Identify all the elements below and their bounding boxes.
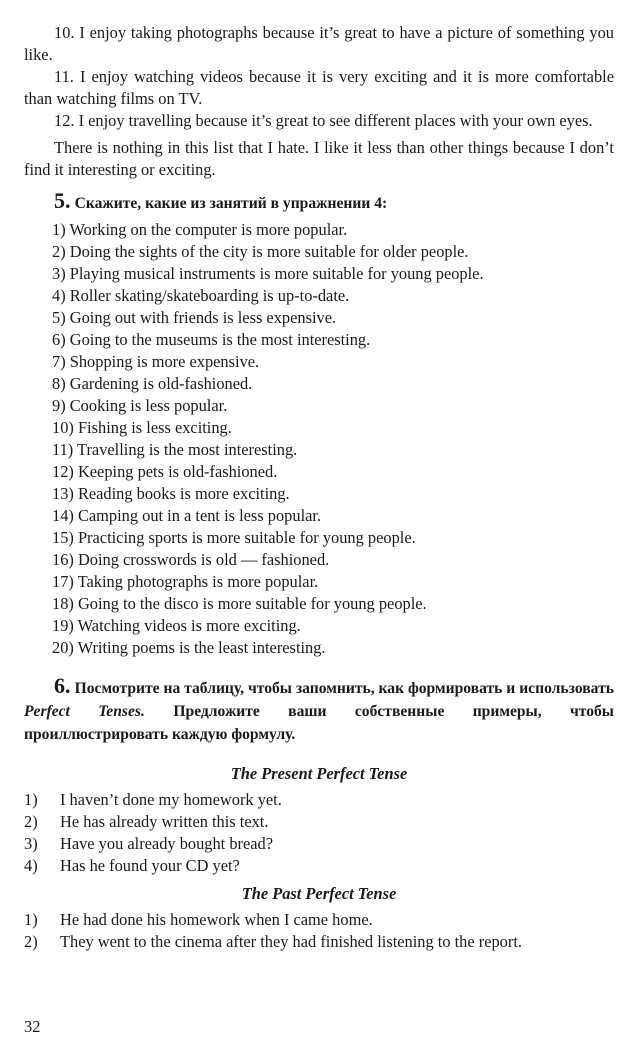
list-item <box>24 833 614 855</box>
list-item: 15) Practicing sports is more suitable for young people. <box>52 528 416 547</box>
exercise-5-instruction: Скажите, какие из занятий в упражнении 4: <box>74 195 388 212</box>
list-item <box>24 855 614 877</box>
list-item <box>24 789 614 811</box>
intro-item: 11. I enjoy watching videos because it is very exciting and it is more comfortable than watching films on TV. <box>24 67 614 108</box>
item-text: He had done his homework when I came home. <box>60 910 373 929</box>
exercise-6-number: 6. <box>54 673 71 698</box>
exercise-6-instruction-part2: Предложите ваши собственные примеры, чтобы проиллюстрировать каждую формулу. <box>24 703 614 743</box>
item-text: Have you already bought bread? <box>60 834 273 853</box>
list-item: 4) Roller skating/skateboarding is up-to-date. <box>52 286 350 305</box>
list-item: 5) Going out with friends is less expensive. <box>52 308 337 327</box>
closing-paragraph: There is nothing in this list that I hate. I like it less than other things because I don’t find it interesting or exciting. <box>24 138 614 179</box>
exercise-6-instruction-part1: Посмотрите на таблицу, чтобы запомнить, как формировать и использовать <box>74 680 614 697</box>
item-text: They went to the cinema after they had finished listening to the report. <box>60 932 522 951</box>
exercise-5-number: 5. <box>54 188 71 213</box>
item-number: 4) <box>24 856 38 875</box>
list-item <box>24 931 614 953</box>
exercise-6-heading <box>24 675 614 746</box>
list-item: 1) Working on the computer is more popular. <box>52 220 348 239</box>
present-perfect-list <box>24 789 614 877</box>
list-item: 2) Doing the sights of the city is more suitable for older people. <box>52 242 469 261</box>
list-item <box>24 909 614 931</box>
list-item: 13) Reading books is more exciting. <box>52 484 290 503</box>
list-item: 17) Taking photographs is more popular. <box>52 572 319 591</box>
item-number: 2) <box>24 932 38 951</box>
item-text: I haven’t done my homework yet. <box>60 790 282 809</box>
list-item: 10) Fishing is less exciting. <box>52 418 232 437</box>
list-item: 18) Going to the disco is more suitable for young people. <box>52 594 427 613</box>
list-item: 3) Playing musical instruments is more suitable for young people. <box>52 264 484 283</box>
item-number: 2) <box>24 812 38 831</box>
intro-item: 10. I enjoy taking photographs because it’s great to have a picture of something you like. <box>24 23 614 64</box>
exercise-5-heading <box>24 190 614 215</box>
page-number: 32 <box>24 1017 41 1036</box>
exercise-6-instruction-italic: Perfect Tenses. <box>24 703 145 720</box>
item-text: Has he found your CD yet? <box>60 856 240 875</box>
list-item: 8) Gardening is old-fashioned. <box>52 374 253 393</box>
list-item: 14) Camping out in a tent is less popular. <box>52 506 322 525</box>
list-item: 7) Shopping is more expensive. <box>52 352 260 371</box>
past-perfect-heading: The Past Perfect Tense <box>241 884 397 903</box>
item-number: 3) <box>24 834 38 853</box>
present-perfect-heading: The Present Perfect Tense <box>230 764 408 783</box>
page-content <box>24 22 614 953</box>
list-item: 6) Going to the museums is the most interesting. <box>52 330 371 349</box>
list-item: 11) Travelling is the most interesting. <box>52 440 298 459</box>
item-number: 1) <box>24 790 38 809</box>
list-item: 19) Watching videos is more exciting. <box>52 616 301 635</box>
list-item: 16) Doing crosswords is old — fashioned. <box>52 550 330 569</box>
list-item: 20) Writing poems is the least interesting. <box>52 638 326 657</box>
intro-item: 12. I enjoy travelling because it’s great to see different places with your own eyes. <box>54 111 593 130</box>
past-perfect-list <box>24 909 614 953</box>
list-item: 12) Keeping pets is old-fashioned. <box>52 462 278 481</box>
item-number: 1) <box>24 910 38 929</box>
item-text: He has already written this text. <box>60 812 269 831</box>
list-item: 9) Cooking is less popular. <box>52 396 228 415</box>
exercise-5-list <box>24 219 614 659</box>
list-item <box>24 811 614 833</box>
